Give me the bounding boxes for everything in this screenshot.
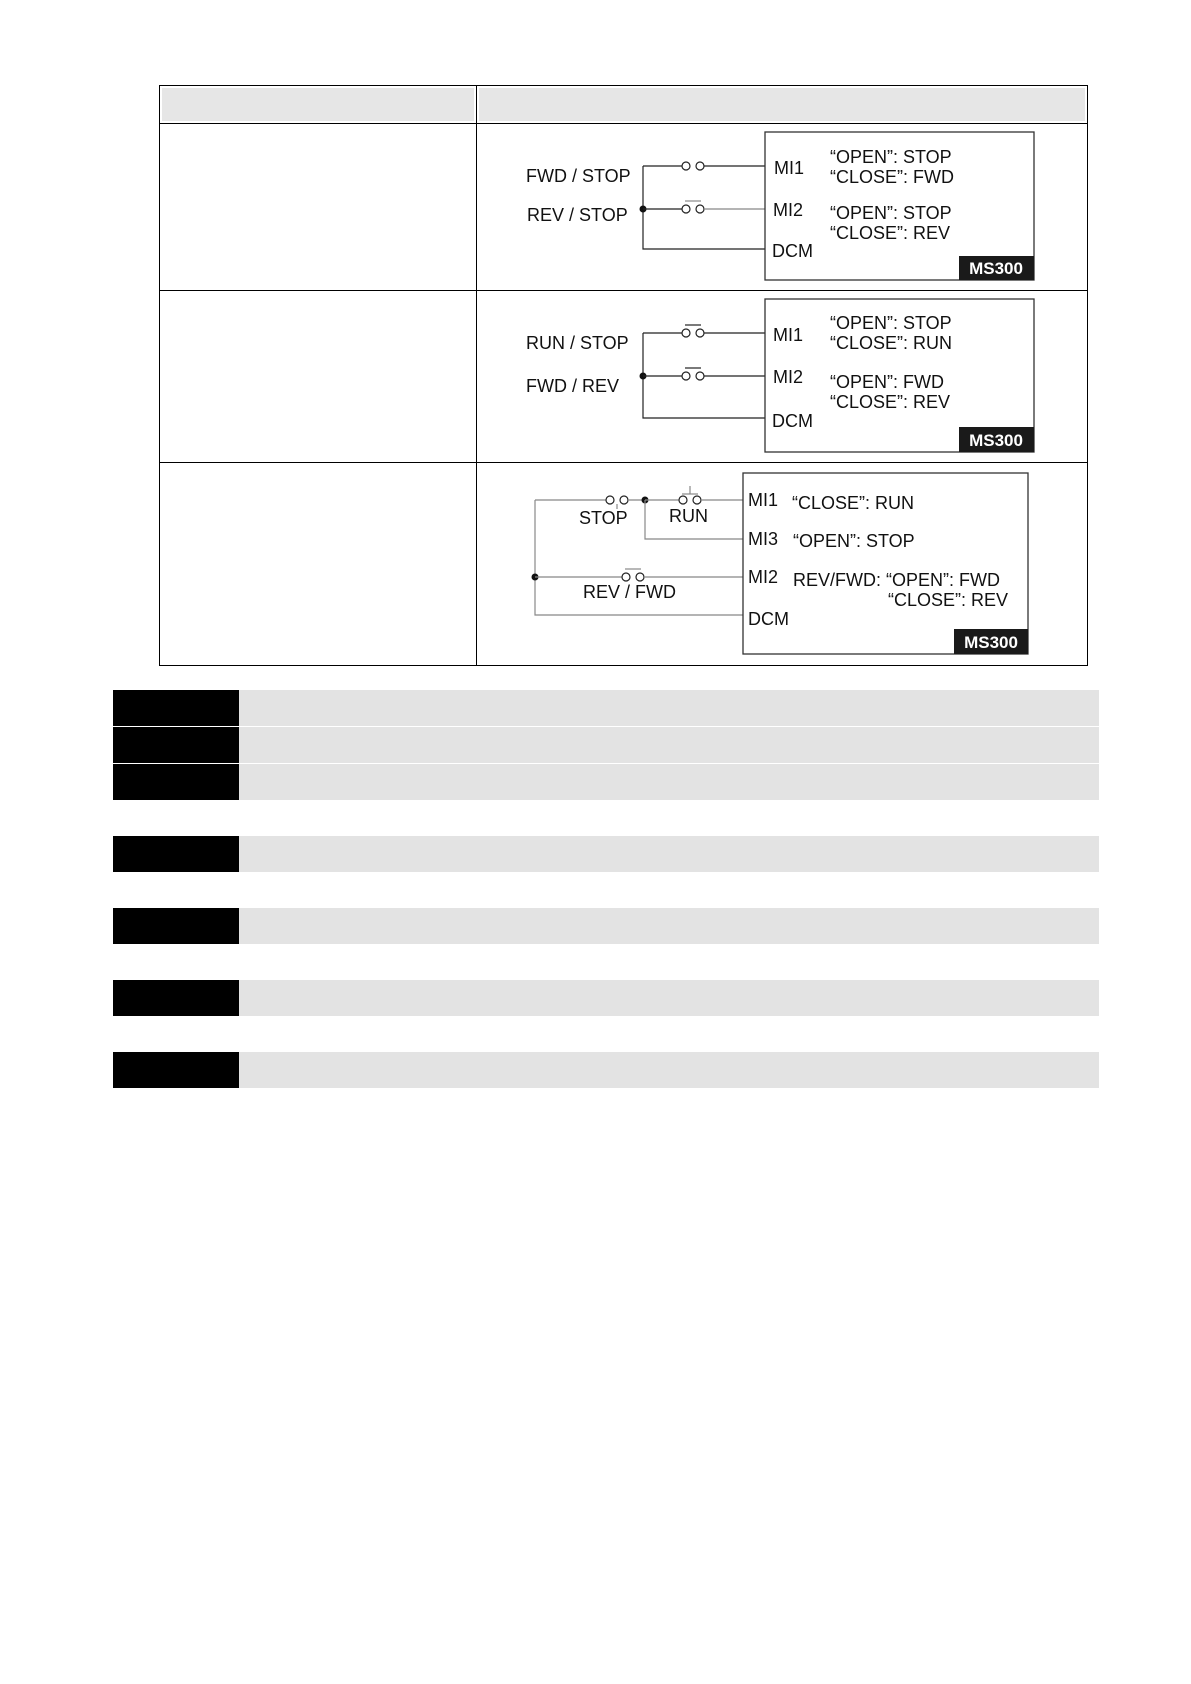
parameter-row (113, 836, 1099, 872)
parameter-row (113, 908, 1099, 944)
switch-contact (682, 162, 690, 170)
switch-label-rev-stop: REV / STOP (527, 205, 628, 225)
header-mode-cell (160, 86, 476, 123)
terminal-dcm: DCM (748, 609, 789, 629)
state-close-rev: “CLOSE”: REV (830, 223, 951, 243)
switch-contact (696, 329, 704, 337)
mode-cell-3 (160, 463, 476, 666)
parameter-row (113, 690, 1099, 726)
parameter-code (113, 908, 239, 944)
parameter-row (113, 764, 1099, 800)
parameter-code (113, 764, 239, 800)
model-badge-label: MS300 (969, 259, 1023, 278)
switch-contact (693, 496, 701, 504)
parameter-title (239, 690, 1099, 726)
parameter-code (113, 727, 239, 763)
state-close-run: “CLOSE”: RUN (792, 493, 915, 513)
parameter-title (239, 836, 1099, 872)
switch-contact (696, 372, 704, 380)
parameter-title (239, 980, 1099, 1016)
switch-label-stop: STOP (579, 508, 628, 528)
switch-label-run: RUN (669, 506, 708, 526)
switch-label-run-stop: RUN / STOP (526, 333, 629, 353)
model-badge-label: MS300 (969, 431, 1023, 450)
wiring-diagram-2 (477, 291, 1087, 462)
mode-cell-1 (160, 124, 476, 290)
switch-label-fwd-rev: FWD / REV (526, 376, 619, 396)
state-open-fwd: “OPEN”: FWD (830, 372, 944, 392)
switch-label-fwd-stop: FWD / STOP (526, 166, 631, 186)
parameter-code (113, 690, 239, 726)
switch-contact (606, 496, 614, 504)
terminal-mi1: MI1 (774, 158, 805, 178)
terminal-mi2: MI2 (773, 367, 804, 387)
wiring-diagram-3 (477, 463, 1087, 666)
state-open-stop: “OPEN”: STOP (830, 147, 952, 167)
switch-contact (682, 205, 690, 213)
table-header (160, 86, 1087, 123)
parameter-code (113, 836, 239, 872)
switch-contact (696, 162, 704, 170)
parameter-row (113, 980, 1099, 1016)
mode-cell-2 (160, 291, 476, 462)
terminal-mi2: MI2 (748, 567, 779, 587)
parameter-title (239, 1052, 1099, 1088)
switch-contact (622, 573, 630, 581)
state-close-fwd: “CLOSE”: FWD (830, 167, 954, 187)
terminal-dcm: DCM (772, 241, 813, 261)
terminal-mi3: MI3 (748, 529, 779, 549)
parameter-title (239, 727, 1099, 763)
switch-contact (696, 205, 704, 213)
state-close-run: “CLOSE”: RUN (830, 333, 953, 353)
switch-contact (620, 496, 628, 504)
parameter-row (113, 727, 1099, 763)
terminal-mi1: MI1 (748, 490, 779, 510)
state-open-stop: “OPEN”: STOP (830, 203, 952, 223)
switch-contact (679, 496, 687, 504)
state-rev-fwd-open-fwd: REV/FWD: “OPEN”: FWD (793, 570, 1000, 590)
switch-contact (682, 329, 690, 337)
terminal-dcm: DCM (772, 411, 813, 431)
state-close-rev: “CLOSE”: REV (830, 392, 951, 412)
state-open-stop: “OPEN”: STOP (830, 313, 952, 333)
header-diagram-cell (477, 86, 1087, 123)
switch-contact (682, 372, 690, 380)
parameter-code (113, 1052, 239, 1088)
switch-contact (636, 573, 644, 581)
parameter-row (113, 1052, 1099, 1088)
parameter-code (113, 980, 239, 1016)
wiring-diagram-1 (477, 124, 1087, 290)
terminal-mi1: MI1 (773, 325, 804, 345)
model-badge-label: MS300 (964, 633, 1018, 652)
wiring-table (159, 85, 1088, 666)
terminal-mi2: MI2 (773, 200, 804, 220)
switch-label-rev-fwd: REV / FWD (583, 582, 676, 602)
parameter-title (239, 764, 1099, 800)
parameter-title (239, 908, 1099, 944)
state-open-stop: “OPEN”: STOP (793, 531, 915, 551)
state-close-rev: “CLOSE”: REV (888, 590, 1009, 610)
